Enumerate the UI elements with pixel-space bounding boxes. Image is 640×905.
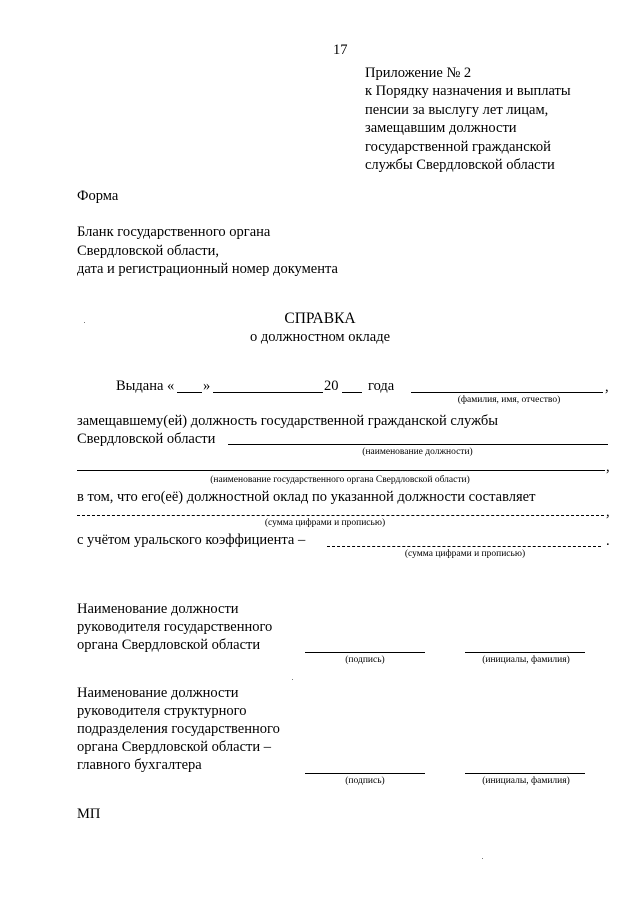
signatory2-line: Наименование должности <box>77 685 239 701</box>
position-caption: (наименование должности) <box>362 447 473 457</box>
letterhead-block <box>77 223 338 279</box>
position-name-line <box>228 444 608 445</box>
signatory2-line: органа Свердловской области – <box>77 739 271 755</box>
signatory1-line: органа Свердловской области <box>77 637 261 653</box>
issued-day-line <box>177 392 202 393</box>
signatory1-line: руководителя государственного <box>77 619 273 635</box>
issued-comma: , <box>605 379 609 395</box>
name1-line <box>465 652 585 653</box>
issued-close-quote: » <box>203 378 211 394</box>
coefficient-sum-line <box>327 546 601 547</box>
signatory2-line: руководителя структурного <box>77 703 247 719</box>
salary-line: в том, что его(её) должностной оклад по указанной должности составляет <box>77 489 536 505</box>
scan-speck <box>482 858 483 859</box>
letterhead-line: дата и регистрационный номер документа <box>77 261 338 277</box>
issued-prefix: Выдана « <box>116 378 175 394</box>
appendix-line: государственной гражданской <box>365 138 551 155</box>
appendix-line: пенсии за выслугу лет лицам, <box>365 101 549 118</box>
coefficient-line: с учётом уральского коэффициента – <box>77 532 306 548</box>
stamp-label: МП <box>77 806 101 822</box>
signature2-caption: (подпись) <box>345 776 385 786</box>
document-title: СПРАВКА <box>284 310 356 327</box>
salary-sum-caption: (сумма цифрами и прописью) <box>264 518 386 528</box>
region-line: Свердловской области <box>77 431 216 447</box>
signatory1-line: Наименование должности <box>77 601 239 617</box>
issued-name-caption: (фамилия, имя, отчество) <box>457 395 561 405</box>
signatory2-block <box>77 684 280 774</box>
scan-speck <box>84 322 85 323</box>
signatory1-block <box>77 600 272 654</box>
signature1-line <box>305 652 425 653</box>
issued-name-line <box>411 392 603 393</box>
signatory2-line: главного бухгалтера <box>77 757 202 773</box>
signature1-caption: (подпись) <box>345 655 385 665</box>
letterhead-line: Свердловской области, <box>77 242 220 259</box>
issued-year-suffix: года <box>368 378 395 394</box>
name2-line <box>465 773 585 774</box>
signature2-line <box>305 773 425 774</box>
document-subtitle: о должностном окладе <box>249 329 391 345</box>
page-number: 17 <box>333 42 348 58</box>
coefficient-period: . <box>606 533 610 549</box>
salary-sum-line <box>77 515 604 516</box>
scan-speck <box>292 679 293 680</box>
appendix-line: Приложение № 2 <box>365 65 472 81</box>
form-label: Форма <box>77 188 119 204</box>
organ-name-line <box>77 470 605 471</box>
signatory2-line: подразделения государственного <box>77 721 280 737</box>
appendix-line: службы Свердловской области <box>365 157 555 174</box>
appendix-line: к Порядку назначения и выплаты <box>365 83 571 100</box>
issued-year-line <box>342 392 362 393</box>
salary-comma: , <box>606 504 610 520</box>
name1-caption: (инициалы, фамилия) <box>482 655 570 665</box>
letterhead-line: Бланк государственного органа <box>77 224 271 240</box>
coefficient-sum-caption: (сумма цифрами и прописью) <box>404 549 526 559</box>
issued-year-prefix: 20 <box>324 378 339 394</box>
issued-month-line <box>213 392 323 393</box>
organ-comma: , <box>606 459 610 475</box>
appendix-line: замещавшим должности <box>365 120 517 137</box>
position-line: замещавшему(ей) должность государственной гражданской службы <box>77 413 499 429</box>
organ-caption: (наименование государственного органа Свердловской области) <box>210 475 470 485</box>
appendix-block <box>365 64 571 174</box>
name2-caption: (инициалы, фамилия) <box>482 776 570 786</box>
